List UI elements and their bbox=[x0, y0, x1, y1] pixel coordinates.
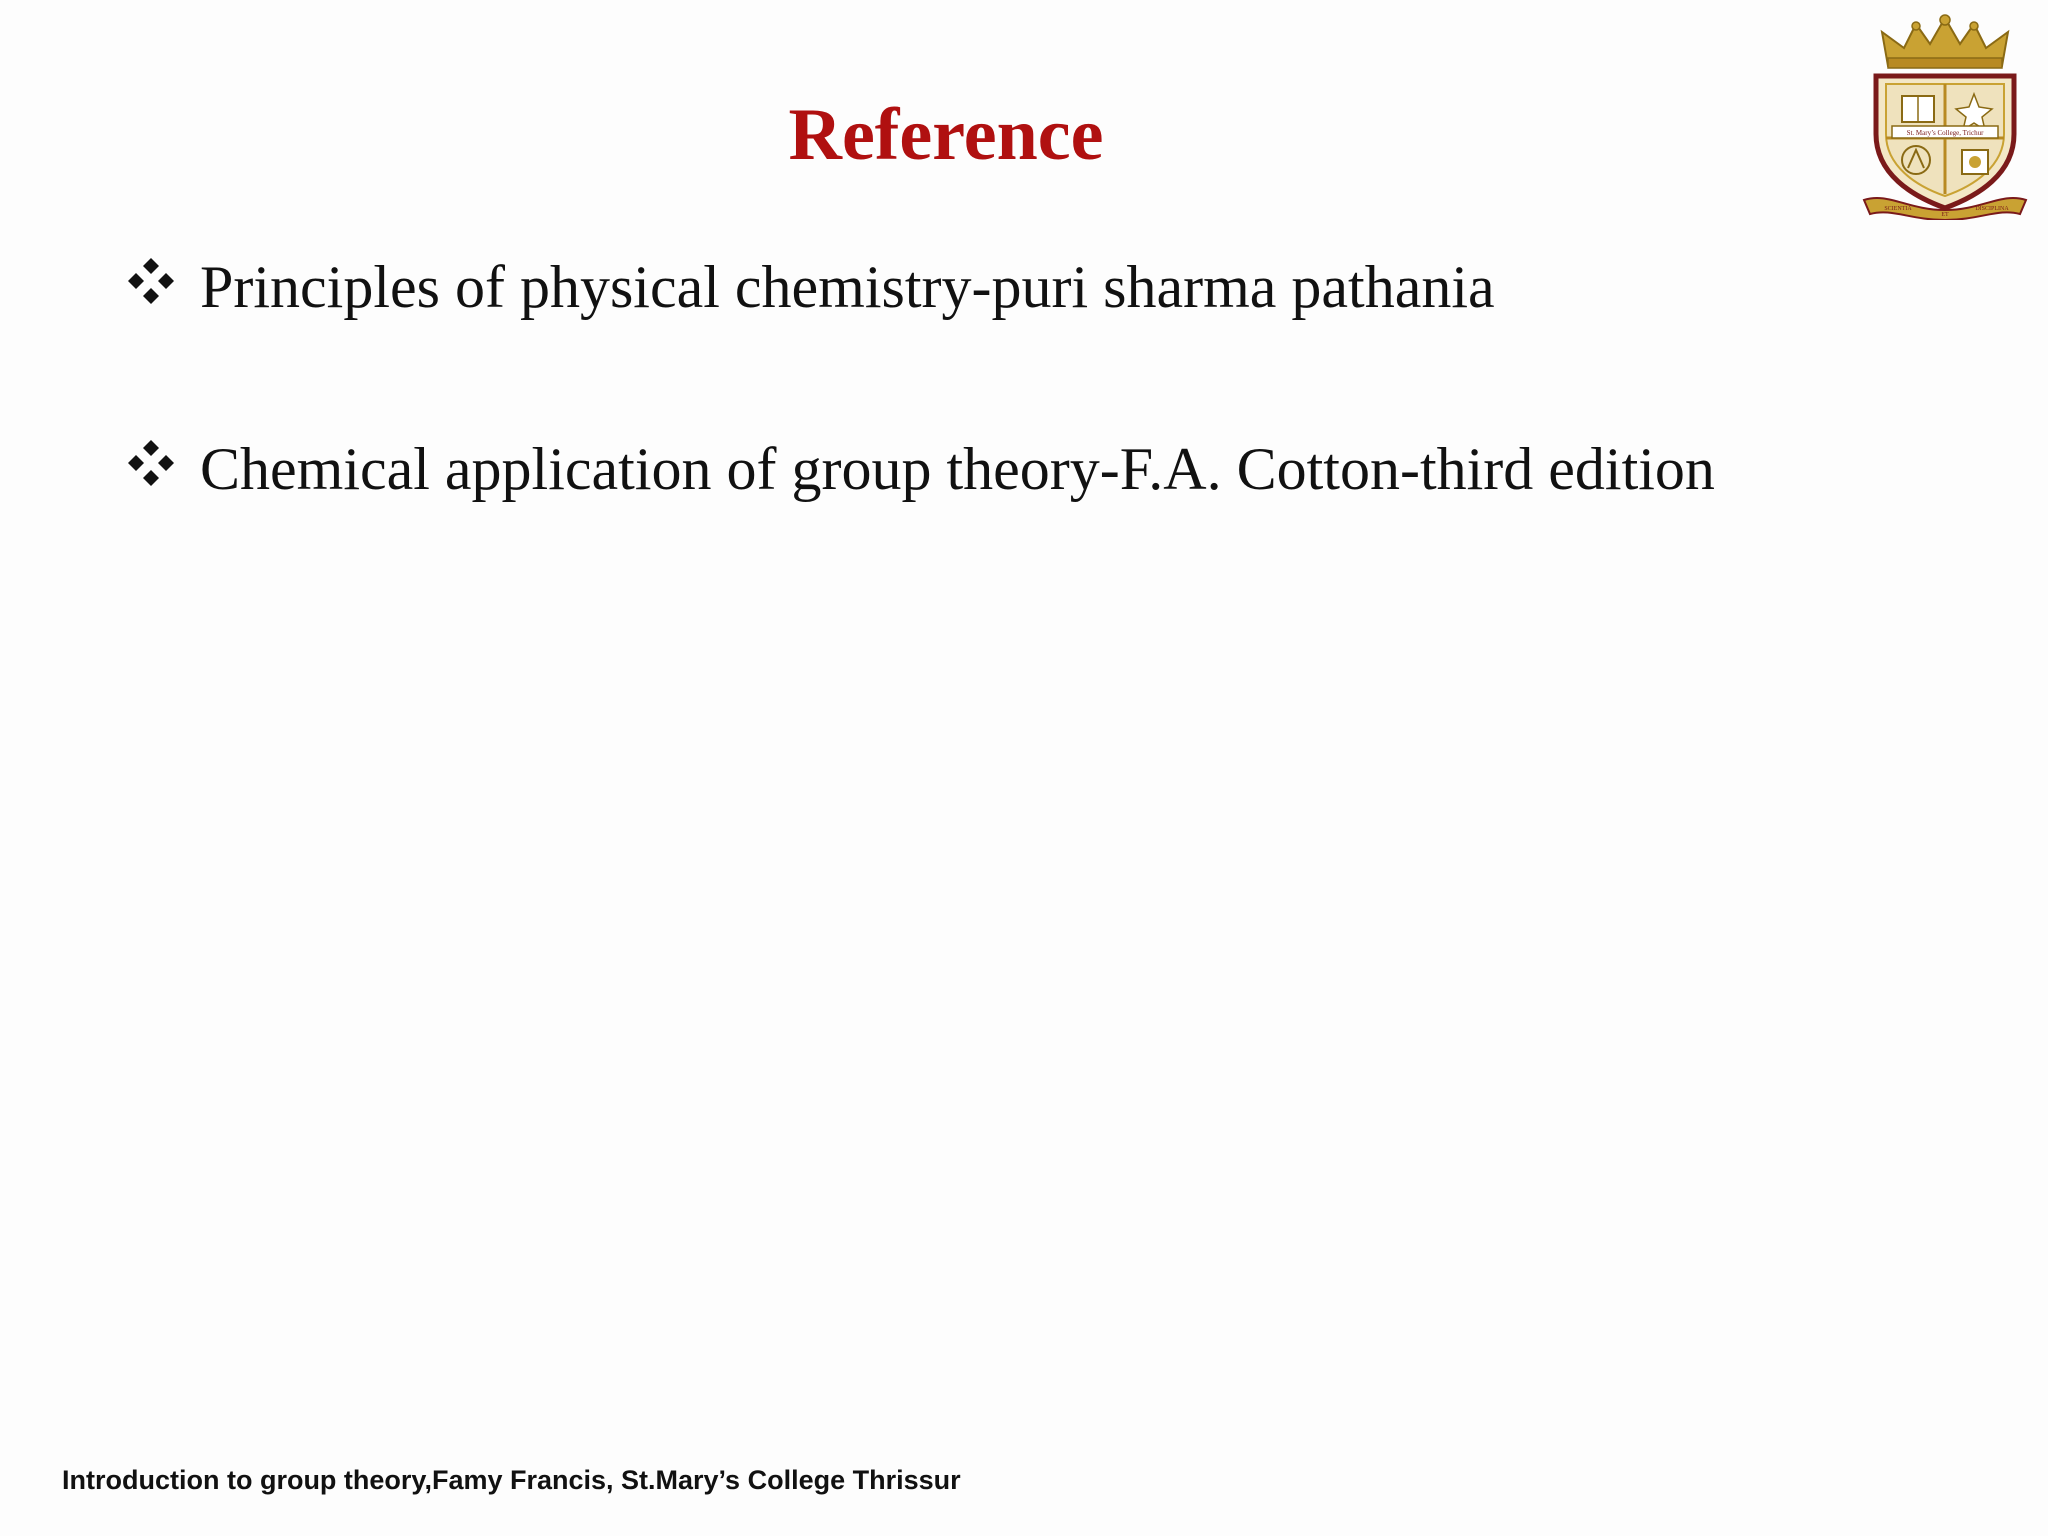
lamp-icon bbox=[1962, 150, 1988, 174]
reference-text: Principles of physical chemistry-puri sharma pathania bbox=[200, 254, 1495, 320]
slide-footer: Introduction to group theory,Famy Francis, St.Mary’s College Thrissur bbox=[62, 1465, 961, 1495]
crown-icon bbox=[1882, 15, 2008, 68]
reference-text: Chemical application of group theory-F.A. Cotton-third edition bbox=[200, 436, 1715, 502]
diamond-bullet-icon bbox=[126, 256, 176, 306]
college-crest-logo bbox=[1858, 14, 2032, 220]
book-icon bbox=[1902, 96, 1934, 122]
diamond-bullet-icon bbox=[126, 438, 176, 488]
slide-title: Reference bbox=[788, 94, 1104, 176]
crest-ribbon-text: St. Mary’s College, Trichur bbox=[1906, 129, 1984, 137]
motto-right: DISCIPLINA bbox=[1975, 206, 2009, 212]
motto-left: SCIENTIA bbox=[1884, 206, 1912, 212]
motto-center: ET bbox=[1941, 212, 1949, 218]
